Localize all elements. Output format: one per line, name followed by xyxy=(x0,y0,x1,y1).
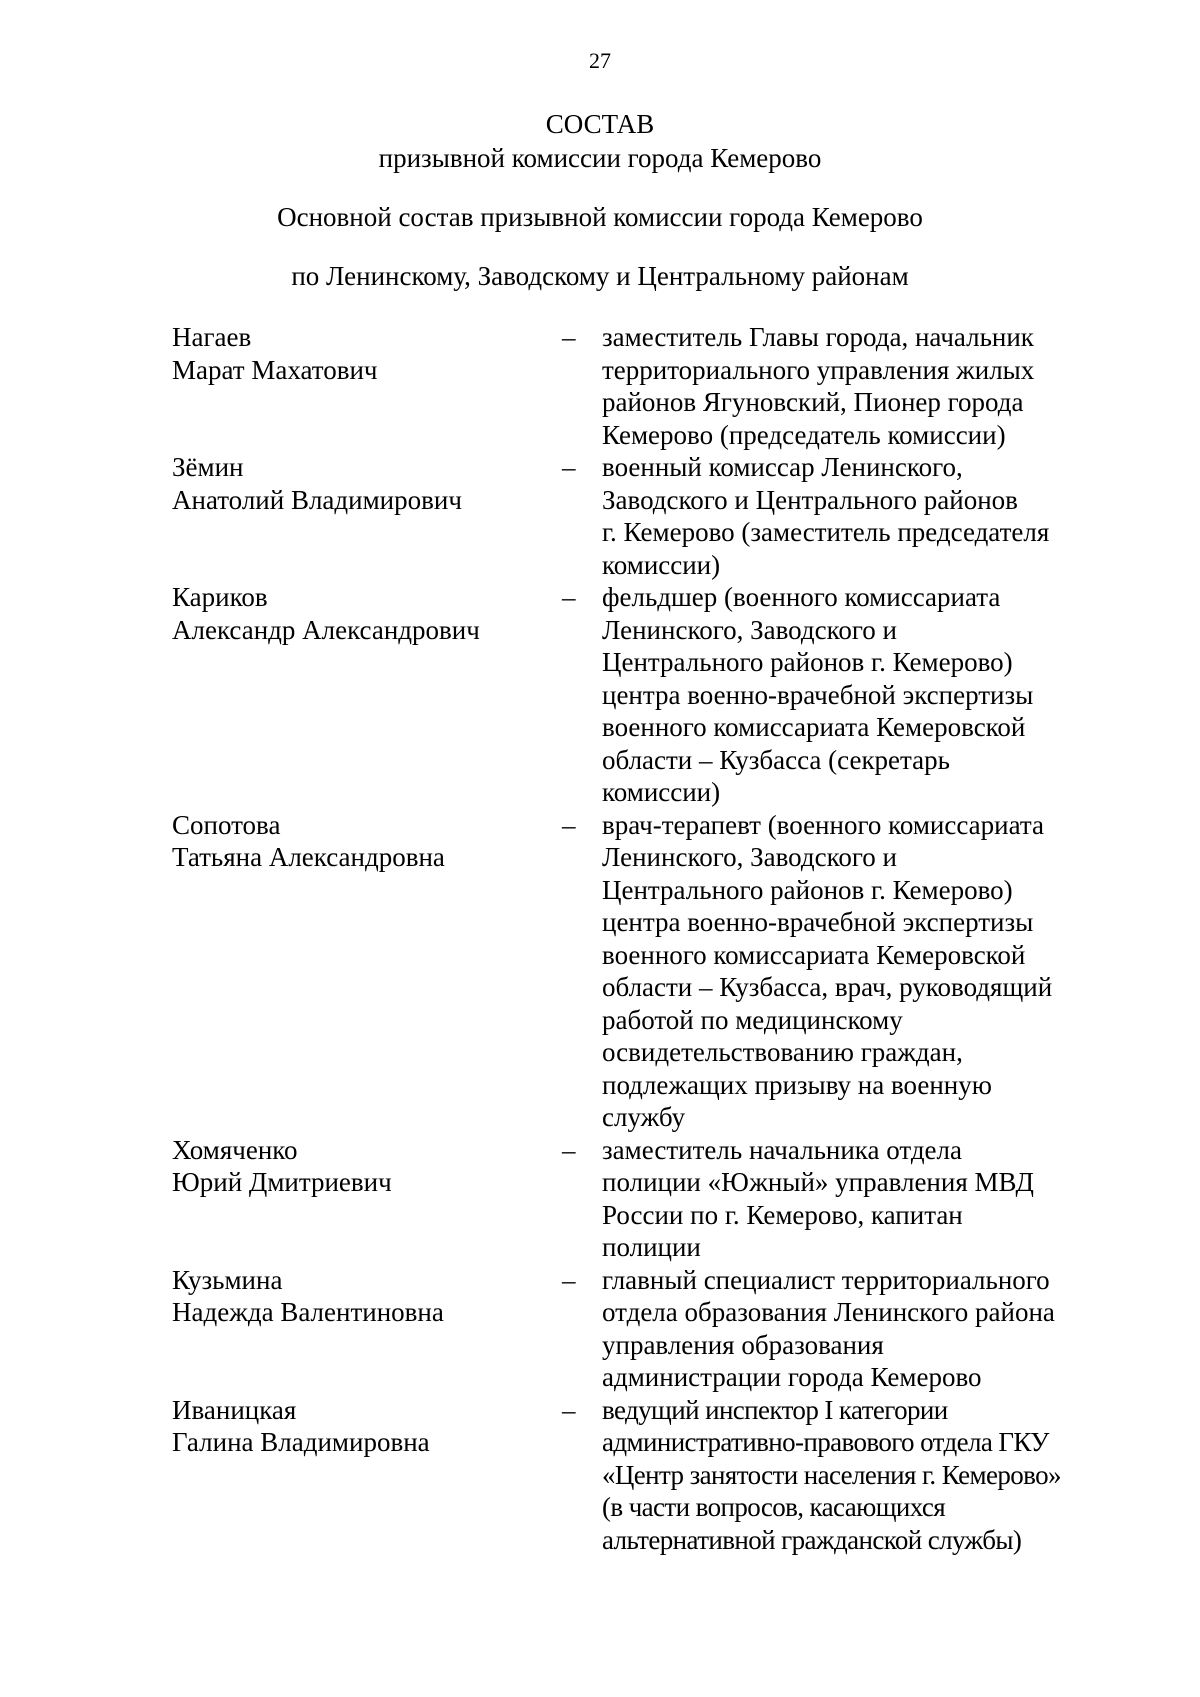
dash-separator: – xyxy=(562,809,576,840)
role-line: полиции «Южный» управления МВД xyxy=(602,1167,1034,1197)
member-surname: Нагаев xyxy=(172,322,252,352)
document-subtitle: призывной комиссии города Кемерово xyxy=(378,143,822,173)
role-line: управления образования xyxy=(602,1329,884,1360)
role-line: России по г. Кемерово, капитан xyxy=(602,1199,963,1230)
role-line: Центрального районов г. Кемерово) xyxy=(602,647,1013,677)
role-line: г. Кемерово (заместитель председателя xyxy=(602,517,1050,547)
member-name xyxy=(172,809,562,1134)
member-surname: Кузьмина xyxy=(172,1264,283,1295)
member-role xyxy=(602,809,1102,1134)
member-given-names: Юрий Дмитриевич xyxy=(172,1167,392,1197)
role-line: подлежащих призыву на военную xyxy=(602,1069,992,1100)
member-surname: Иваницкая xyxy=(172,1394,297,1425)
role-line: освидетельствованию граждан, xyxy=(602,1037,963,1067)
role-line: районов Ягуновский, Пионер города xyxy=(602,387,1024,417)
member-surname: Сопотова xyxy=(172,809,281,840)
role-line: комиссии) xyxy=(602,549,721,580)
role-line: альтернативной гражданской службы) xyxy=(602,1524,1022,1555)
role-line: центра военно-врачебной экспертизы xyxy=(602,907,1034,937)
role-line: комиссии) xyxy=(602,777,721,807)
member-entry xyxy=(172,321,1102,451)
role-line: главный специалист территориального xyxy=(602,1264,1050,1295)
role-line: военного комиссариата Кемеровской xyxy=(602,712,1026,742)
member-name xyxy=(172,581,562,809)
member-given-names: Анатолий Владимирович xyxy=(172,484,462,515)
role-line: заместитель начальника отдела xyxy=(602,1134,962,1165)
member-given-names: Татьяна Александровна xyxy=(172,842,445,872)
dash-separator: – xyxy=(562,582,576,612)
member-name xyxy=(172,1134,562,1264)
member-role xyxy=(602,1394,1102,1557)
role-line: службу xyxy=(602,1102,686,1132)
member-name xyxy=(172,451,562,581)
role-line: работой по медицинскому xyxy=(602,1004,903,1035)
member-entry xyxy=(172,1264,1102,1394)
dash-separator: – xyxy=(562,322,576,352)
role-line: территориального управления жилых xyxy=(602,354,1035,385)
role-line: Кемерово (председатель комиссии) xyxy=(602,419,1006,450)
member-surname: Зёмин xyxy=(172,452,244,482)
role-line: фельдшер (военного комиссариата xyxy=(602,582,1001,612)
member-role xyxy=(602,1264,1102,1394)
member-name xyxy=(172,1394,562,1557)
member-given-names: Надежда Валентиновна xyxy=(172,1297,444,1327)
role-line: Центрального районов г. Кемерово) xyxy=(602,874,1013,905)
role-line: центра военно-врачебной экспертизы xyxy=(602,679,1034,710)
dash-separator: – xyxy=(562,1264,576,1295)
role-line: военный комиссар Ленинского, xyxy=(602,452,963,482)
role-line: области – Кузбасса, врач, руководящий xyxy=(602,972,1053,1002)
member-role xyxy=(602,451,1102,581)
member-surname: Кариков xyxy=(172,582,268,612)
members-list xyxy=(172,321,1102,1556)
member-entry xyxy=(172,1134,1102,1264)
role-line: отдела образования Ленинского района xyxy=(602,1297,1055,1327)
member-surname: Хомяченко xyxy=(172,1134,298,1165)
district-heading: по Ленинскому, Заводскому и Центральному районам xyxy=(291,261,909,291)
role-line: «Центр занятости населения г. Кемерово» xyxy=(602,1459,1061,1490)
dash-separator: – xyxy=(562,1394,576,1425)
role-line: Заводского и Центрального районов xyxy=(602,484,1018,515)
member-role xyxy=(602,581,1102,809)
role-line: врач-терапевт (военного комиссариата xyxy=(602,809,1045,840)
member-given-names: Галина Владимировна xyxy=(172,1427,430,1457)
member-entry xyxy=(172,1394,1102,1557)
member-name xyxy=(172,321,562,451)
page-number: 27 xyxy=(589,48,611,73)
member-role xyxy=(602,321,1102,451)
member-entry xyxy=(172,809,1102,1134)
role-line: Ленинского, Заводского и xyxy=(602,614,897,645)
role-line: Ленинского, Заводского и xyxy=(602,842,897,872)
role-line: ведущий инспектор I категории xyxy=(602,1394,948,1425)
role-line: административно-правового отдела ГКУ xyxy=(602,1427,1049,1457)
role-line: полиции xyxy=(602,1232,701,1262)
role-line: области – Кузбасса (секретарь xyxy=(602,744,950,775)
document-title: СОСТАВ xyxy=(545,109,655,139)
role-line: заместитель Главы города, начальник xyxy=(602,322,1034,352)
dash-separator: – xyxy=(562,1134,576,1165)
member-entry xyxy=(172,451,1102,581)
dash-separator: – xyxy=(562,452,576,482)
member-given-names: Марат Махатович xyxy=(172,354,378,385)
section-heading: Основной состав призывной комиссии города Кемерово xyxy=(277,202,923,232)
member-name xyxy=(172,1264,562,1394)
member-given-names: Александр Александрович xyxy=(172,614,480,645)
member-role xyxy=(602,1134,1102,1264)
role-line: военного комиссариата Кемеровской xyxy=(602,939,1026,970)
member-entry xyxy=(172,581,1102,809)
role-line: (в части вопросов, касающихся xyxy=(602,1492,946,1522)
role-line: администрации города Кемерово xyxy=(602,1362,982,1392)
